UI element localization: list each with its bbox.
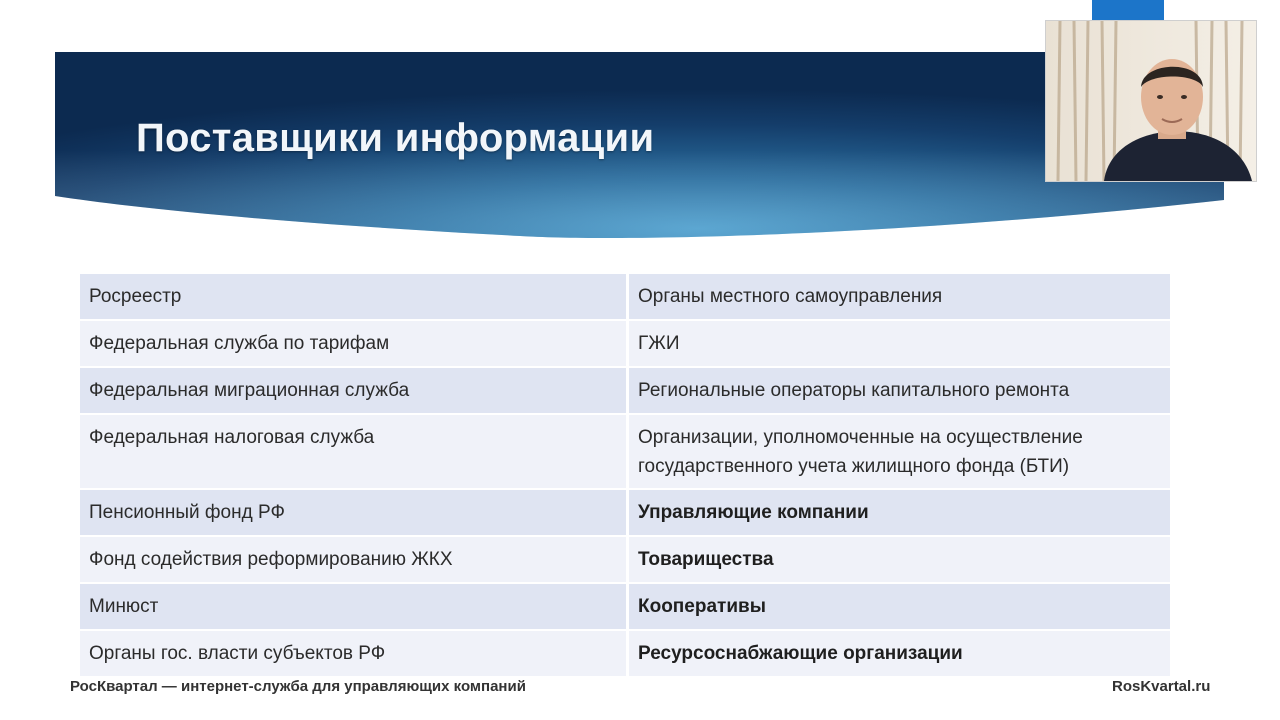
- footer-brand-text: РосКвартал — интернет-служба для управляющих компаний: [70, 678, 526, 695]
- table-row: [80, 537, 1170, 584]
- table-cell-left: Фонд содействия реформированию ЖКХ: [80, 537, 629, 584]
- table-cell-right: Товарищества: [629, 537, 1170, 584]
- footer-website-link[interactable]: RosKvartal.ru: [1112, 678, 1211, 695]
- table-row: [80, 490, 1170, 537]
- webcam-overlay: [1045, 20, 1257, 182]
- table-row: [80, 274, 1170, 321]
- table-cell-right: Организации, уполномоченные на осуществление государственного учета жилищного фонда (БТИ): [629, 415, 1170, 490]
- presenter-webcam-icon: [1046, 21, 1256, 181]
- table-cell-left: Органы гос. власти субъектов РФ: [80, 631, 629, 678]
- table-cell-left: Федеральная налоговая служба: [80, 415, 629, 490]
- table-cell-left: Росреестр: [80, 274, 629, 321]
- slide-title: Поставщики информации: [136, 116, 655, 160]
- table-cell-right: ГЖИ: [629, 321, 1170, 368]
- table-row: [80, 368, 1170, 415]
- information-providers-table: [80, 274, 1170, 678]
- table-cell-left: Федеральная миграционная служба: [80, 368, 629, 415]
- table-row: [80, 415, 1170, 490]
- table-row: [80, 631, 1170, 678]
- table-cell-right: Управляющие компании: [629, 490, 1170, 537]
- table-cell-right: Ресурсоснабжающие организации: [629, 631, 1170, 678]
- table-cell-left: Пенсионный фонд РФ: [80, 490, 629, 537]
- table-cell-right: Региональные операторы капитального ремонта: [629, 368, 1170, 415]
- table-cell-left: Минюст: [80, 584, 629, 631]
- table-cell-right: Кооперативы: [629, 584, 1170, 631]
- table-row: [80, 321, 1170, 368]
- table-cell-left: Федеральная служба по тарифам: [80, 321, 629, 368]
- table-row: [80, 584, 1170, 631]
- table-cell-right: Органы местного самоуправления: [629, 274, 1170, 321]
